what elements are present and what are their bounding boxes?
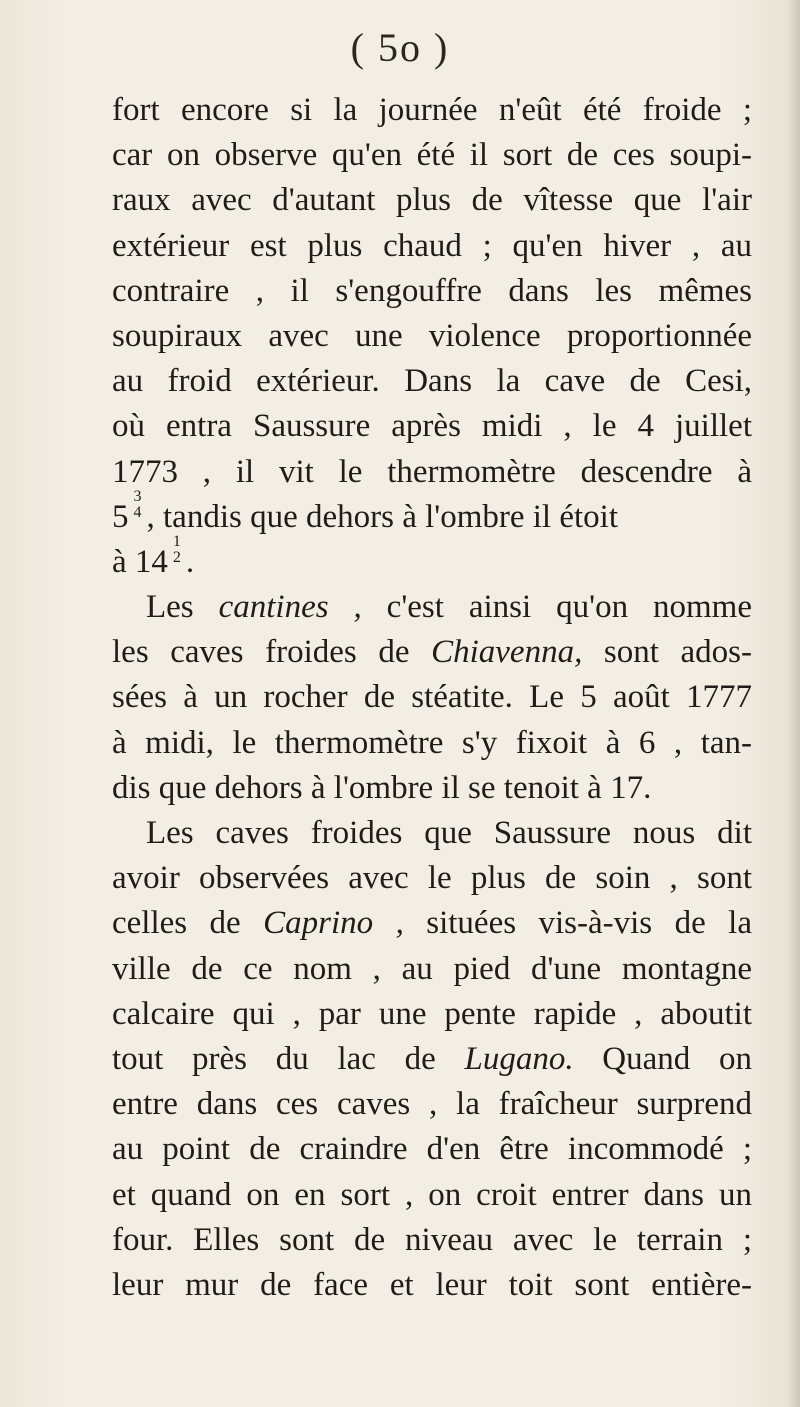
page-edge-shadow: [786, 0, 800, 1407]
text-line: au froid extérieur. Dans la cave de Cesi,: [112, 363, 752, 400]
text-line: calcaire qui , par une pente rapide , aboutit: [112, 995, 752, 1032]
italic-term: Lugano.: [464, 1040, 574, 1077]
italic-term: Chiavenna,: [431, 634, 583, 671]
text-line: raux avec d'autant plus de vîtesse que l'air: [112, 182, 752, 219]
text-line: entre dans ces caves , la fraîcheur surprend: [112, 1086, 752, 1123]
text-line: extérieur est plus chaud ; qu'en hiver , au: [112, 227, 752, 264]
text-line: car on observe qu'en été il sort de ces soupi-: [112, 137, 752, 174]
text-line: leur mur de face et leur toit sont entière-: [112, 1266, 752, 1303]
text-line: contraire , il s'engouffre dans les mêmes: [112, 272, 752, 309]
text-line: [112, 901, 752, 946]
page-number: ( 5o ): [350, 25, 450, 70]
line-prefix: à 14: [112, 543, 168, 580]
text-line: fort encore si la journée n'eût été froide ;: [112, 92, 752, 128]
text-line: où entra Saussure après midi , le 4 juillet: [112, 408, 752, 445]
line-part: situées vis-à-vis de la: [403, 905, 752, 942]
fraction: [171, 532, 183, 572]
fraction-denominator: 2: [172, 548, 181, 566]
line-prefix: 5: [112, 498, 129, 535]
line-part: sont ados-: [582, 634, 752, 671]
fraction-numerator: 1: [172, 532, 181, 550]
paragraph-start-line: Les caves froides que Saussure nous dit: [146, 815, 752, 851]
fraction: [132, 487, 144, 527]
text-line: sées à un rocher de stéatite. Le 5 août 1777: [112, 679, 752, 716]
text-line: [112, 1037, 752, 1082]
line-part: les caves froides de: [112, 634, 432, 671]
paragraph-start-line: [112, 585, 752, 630]
body-text: [112, 88, 752, 1308]
fraction-numerator: 3: [133, 487, 142, 505]
line-part: c'est ainsi qu'on nomme: [361, 589, 752, 626]
text-line: ville de ce nom , au pied d'une montagne: [112, 950, 752, 987]
text-line: four. Elles sont de niveau avec le terrain ;: [112, 1221, 752, 1258]
line-part: Quand on: [573, 1040, 752, 1077]
text-line: à midi, le thermomètre s'y fixoit à 6 , tan-: [112, 724, 752, 761]
line-rest: , tandis que dehors à l'ombre il étoit: [146, 498, 619, 535]
text-line: et quand on en sort , on croit entrer dans un: [112, 1176, 752, 1213]
text-line: soupiraux avec une violence proportionnée: [112, 317, 752, 354]
text-line-with-fraction: [112, 532, 752, 585]
line-rest: .: [185, 543, 195, 580]
text-line: avoir observées avec le plus de soin , sont: [112, 860, 752, 897]
line-part: Les: [146, 589, 219, 626]
text-line: 1773 , il vit le thermomètre descendre à: [112, 453, 752, 490]
line-part: celles de: [112, 905, 264, 942]
text-line: dis que dehors à l'ombre il se tenoit à 17.: [112, 769, 652, 806]
text-line-with-fraction: [112, 487, 752, 540]
italic-term: Caprino ,: [263, 905, 404, 942]
text-line: au point de craindre d'en être incommodé ;: [112, 1131, 752, 1168]
fraction-denominator: 4: [133, 503, 142, 521]
text-line: [112, 630, 752, 675]
line-part: tout près du lac de: [112, 1040, 465, 1077]
italic-term: cantines ,: [218, 589, 362, 626]
